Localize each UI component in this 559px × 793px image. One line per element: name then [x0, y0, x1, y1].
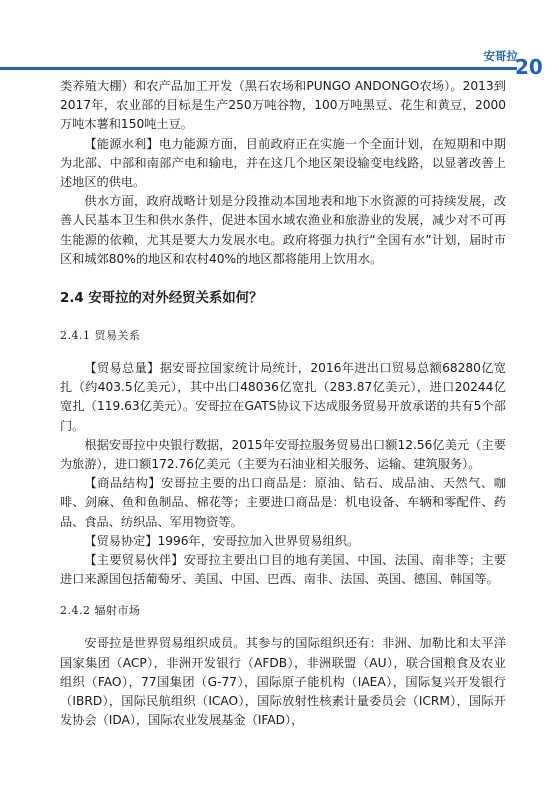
paragraph: 【商品结构】安哥拉主要的出口商品是：原油、钻石、成品油、天然气、咖啡、剑麻、鱼和鱼制品、棉花等；主要进口商品是：机电设备、车辆和零配件、药品、食品、纺织品、军用物资等。: [60, 476, 506, 529]
section-heading: 2.4 安哥拉的对外经贸关系如何？: [60, 291, 263, 307]
subsection-heading: 2.4.2 辐射市场: [60, 604, 141, 618]
subsection-heading: 2.4.1 贸易关系: [60, 329, 141, 343]
header-rule: [0, 67, 517, 70]
paragraph: 【贸易总量】据安哥拉国家统计局统计，2016年进出口贸易总额68280亿宽扎（约403.5亿美元），其中出口48036亿宽扎（283.87亿美元），进口20244亿宽扎（119.63亿美元）。安哥拉在GATS协议下达成服务贸易开放承诺的共有5个部门。: [60, 361, 506, 433]
page-body: [60, 77, 506, 730]
paragraph: 供水方面，政府战略计划是分段推动本国地表和地下水资源的可持续发展，改善人民基本卫生和供水条件，促进本国水域农渔业和旅游业的发展，减少对不可再生能源的依赖，尤其是要大力发展水电。政府将强力执行“全国有水”计划，届时市区和城郊80%的地区和农村40%的地区都将能用上饮用水。: [60, 194, 506, 266]
paragraph: 【能源水利】电力能源方面，目前政府正在实施一个全面计划，在短期和中期为北部、中部和南部产电和输电，并在这几个地区架设输变电线路，以显著改善上述地区的供电。: [60, 136, 506, 190]
running-title: 安哥拉: [483, 49, 518, 63]
paragraph: 类养殖大棚）和农产品加工开发（黑石农场和PUNGO ANDONGO农场）。2013到2017年，农业部的目标是生产250万吨谷物，100万吨黑豆、花生和黄豆，2000万吨木薯和150吨土豆。: [60, 79, 506, 132]
paragraph: 根据安哥拉中央银行数据，2015年安哥拉服务贸易出口额12.56亿美元（主要为旅游），进口额172.76亿美元（主要为石油业相关服务、运输、建筑服务）。: [60, 437, 506, 472]
paragraph: 安哥拉是世界贸易组织成员。其参与的国际组织还有：非洲、加勒比和太平洋国家集团（ACP），非洲开发银行（AFDB），非洲联盟（AU），联合国粮食及农业组织（FAO），77国集团（G-77），国际原子能机构（IAEA），国际复兴开发银行（IBRD），国际民航组织（ICAO），国际放射性核素计量委员会（ICRM），国际开发协会（IDA），国际农业发展基金（IFAD），: [60, 636, 506, 728]
paragraph: 【贸易协定】1996年，安哥拉加入世界贸易组织。: [84, 533, 360, 548]
page-number: 20: [515, 55, 543, 79]
paragraph: 【主要贸易伙伴】安哥拉主要出口目的地有美国、中国、法国、南非等；主要进口来源国包括葡萄牙、美国、中国、巴西、南非、法国、英国、德国、韩国等。: [60, 553, 506, 587]
